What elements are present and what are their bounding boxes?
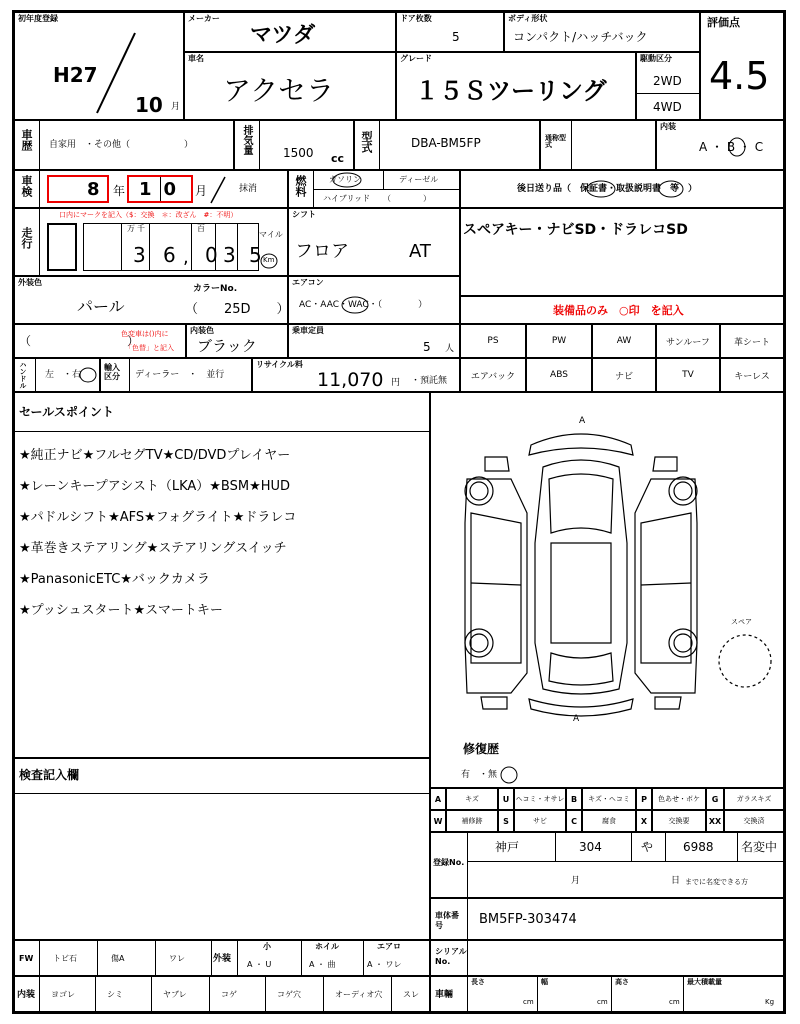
shift-type: AT [409,241,431,262]
aero-label: エアロ [377,942,401,951]
shift-value: フロア [295,241,349,262]
odometer-divider [149,223,150,271]
interior-item: オーディオ穴 [335,990,383,999]
small-value: A ・ U [247,960,272,969]
registration-label: 登録No. [433,858,465,867]
fuel-other: （ ） [383,194,431,203]
history-label: 車歴 [20,129,33,151]
displacement-value: 1500 [283,146,314,160]
interior-grade-options: A ・ B ・ C [699,140,764,154]
legend-cell: XX [706,810,724,832]
month-unit-2: 月 [195,184,208,198]
interior-row [14,976,430,1012]
sales-point-line: ★革巻きステアリング★ステアリングスイッチ [19,541,287,556]
import-value: ディーラー ・ 並行 [135,370,225,380]
ac-value: AC・AAC・WAC・（ ） [299,300,428,310]
equipment-cell: AW [592,324,656,358]
fw-label: FW [19,954,34,963]
ac-label: エアコン [292,278,324,287]
odometer-digit: 6 [163,243,176,267]
legend-cell: サビ [514,810,566,832]
body-cell [504,12,700,52]
km-label: Km [263,256,275,264]
body-label: ボディ形状 [508,14,548,23]
import-cell [100,358,252,392]
capacity-value: 5 [423,340,431,354]
legend-cell: C [566,810,582,832]
odometer-divider [121,223,122,271]
odometer-divider [215,223,216,271]
legend-cell: 交換要 [652,810,706,832]
divider [209,977,210,1011]
sales-point-line: ★レーンキープアシスト（LKA）★BSM★HUD [19,479,291,494]
fw-row [14,940,430,976]
legend-cell: A [430,788,446,810]
ext-label: 外装 [213,954,232,964]
displacement-label: 排気量 [241,125,252,155]
cancel-text: 抹消 [239,184,258,194]
odometer-divider [191,223,192,271]
recycle-value: 11,070 [317,369,384,391]
legend-cell: 補修跡 [446,810,498,832]
wheel-value: A ・ 曲 [309,960,336,969]
max-load-label: 最大積載量 [687,978,722,986]
capacity-label: 乗車定員 [292,326,324,335]
reg-number: 6988 [683,840,714,854]
first-reg-cell [14,12,184,120]
unit-hyaku: 百 [197,224,205,233]
divider [265,977,266,1011]
doors-value: 5 [452,30,460,44]
interior-item: スレ [403,990,419,999]
ext-color-value: パール [77,297,125,316]
registration-cell [430,832,784,898]
displacement-cell [234,120,354,170]
name-cell [184,52,396,120]
drive-4wd: 4WD [653,100,682,114]
score-label: 評価点 [707,16,740,29]
fw-item: トビ石 [53,954,77,963]
equipment-cell: サンルーフ [656,324,720,358]
common-model-cell [540,120,656,170]
legend-cell: ガラスキズ [724,788,784,810]
legend-cell: G [706,788,724,810]
color-change-note-1: 色変車は()内に [121,330,169,338]
color-change-note-2: 「色替」と記入 [125,344,174,352]
interior-item: コゲ [221,990,237,999]
reg-class: 304 [579,840,602,854]
legend-cell: U [498,788,514,810]
auction-sheet [12,10,786,1014]
legend-cell: ヘコミ・オサレ [514,788,566,810]
insp-month: 10 [139,179,189,200]
divider [97,941,98,975]
legend-cell: 交換済 [724,810,784,832]
score-cell [700,12,784,120]
fw-item: 傷A [111,954,125,963]
ext-color-cell [14,276,288,324]
equipment-cell: PS [460,324,526,358]
height-unit: cm [669,998,680,1006]
interior-grade-label: 内装 [660,122,676,131]
sales-point-line: ★PanasonicETC★バックカメラ [19,572,210,587]
equipment-cell: TV [656,358,720,392]
model-value: DBA-BM5FP [411,136,481,150]
options-value: スペアキー・ナビSD・ドラレコSD [463,222,688,238]
max-load-unit: Kg [765,998,775,1006]
handle-cell [14,358,100,392]
legend-cell: W [430,810,446,832]
inspection-label: 車検 [20,175,33,197]
vin-label: 車体番号 [435,911,459,930]
legend-cell: 腐食 [582,810,636,832]
divider [323,977,324,1011]
legend-cell: キズ [446,788,498,810]
fuel-gas: ガソリン [329,175,361,184]
equipment-cell: PW [526,324,592,358]
equipment-cell: エアバック [460,358,526,392]
common-model-label: 通称型式 [545,134,566,149]
recycle-label: リサイクル料 [256,360,303,369]
sales-points-area [14,392,430,758]
reg-deadline: までに名変できる方 [685,878,748,886]
width-unit: cm [597,998,608,1006]
grade-value: １５Ｓツーリング [415,77,607,105]
legend-cell: S [498,810,514,832]
front-marker: A [579,416,586,426]
small-label: 小 [263,942,271,951]
capacity-cell [288,324,460,358]
odometer-digit: 5 [249,243,262,267]
interior-label: 内装 [17,990,36,1000]
legend-cell: B [566,788,582,810]
color-change-paren: （ ） [19,334,140,348]
wheel-label: ホイル [315,942,339,951]
reg-kana: や [641,840,654,854]
inspection-notes-title: 検査記入欄 [19,768,80,782]
name-label: 車名 [188,54,204,63]
fuel-cell [288,170,460,208]
vin-value: BM5FP-303474 [479,912,577,927]
aero-value: A ・ ワレ [367,960,402,969]
sales-points-title: セールスポイント [19,405,114,419]
int-color-value: ブラック [197,337,257,355]
color-change-cell [14,324,186,358]
length-label: 長さ [471,978,485,986]
dimensions-cell [430,976,784,1012]
legend-cell: キズ・ヘコミ [582,788,636,810]
reg-day: 日 [671,876,681,886]
sales-point-line: ★純正ナビ★フルセグTV★CD/DVDプレイヤー [19,448,291,463]
docs-text: 後日送り品（ 保証書・取扱説明書 等 ） [517,184,698,194]
divider [391,977,392,1011]
mileage-note: 口内にマークを記入（$：交換 ＊：改ざん #：不明） [59,211,238,219]
maker-cell [184,12,396,52]
interior-grade-cell [656,120,784,170]
first-reg-year: H27 [53,63,98,87]
equipment-cell: ABS [526,358,592,392]
model-cell [354,120,540,170]
odometer-comma: , [183,247,189,268]
import-label: 輸入区分 [104,363,120,381]
int-color-label: 内装色 [190,326,214,335]
shift-label: シフト [292,210,316,219]
ext-color-label: 外装色 [18,278,42,287]
mile-label: マイル [259,230,283,239]
drive-label: 駆動区分 [640,54,672,63]
drive-2wd: 2WD [653,74,682,88]
sales-point-line: ★パドルシフト★AFS★フォグライト★ドラレコ [19,510,297,525]
interior-item: シミ [107,990,123,999]
odometer-divider [237,223,238,271]
equipment-cell: 革シート [720,324,784,358]
legend-cell: X [636,810,652,832]
color-no-label: カラーNo. [193,284,238,294]
model-label: 型式 [360,131,373,153]
height-label: 高さ [615,978,629,986]
yen-unit: 円 [391,378,401,388]
inspection-cell [14,170,288,208]
person-unit: 人 [445,344,455,354]
fw-item: ワレ [169,954,185,963]
unit-man: 万 [127,224,135,233]
history-cell [14,120,234,170]
grade-label: グレード [400,54,432,63]
length-unit: cm [523,998,534,1006]
serial-cell [430,940,784,976]
doors-cell [396,12,504,52]
handle-label: ハンドル [19,361,27,389]
odometer-digit: 3 [223,243,236,267]
score-value: 4.5 [709,54,770,98]
ac-cell [288,276,460,324]
maker-value: マツダ [250,23,316,48]
divider [155,941,156,975]
repair-history-value: 有 ・無 [461,770,498,780]
interior-item: ヤブレ [163,990,187,999]
equipment-cell: キーレス [720,358,784,392]
legend-cell: 色あせ・ボケ [652,788,706,810]
unit-sen: 千 [137,224,145,233]
equip-note: 装備品のみ ○印 を記入 [553,304,684,317]
equip-note-cell [460,296,784,324]
legend-cell: P [636,788,652,810]
month-unit: 月 [171,102,181,112]
divider [151,977,152,1011]
first-reg-month: 10 [135,93,163,117]
docs-cell [460,170,784,208]
car-diagram-area [430,392,784,788]
maker-label: メーカー [188,14,220,23]
mileage-label: 走行 [20,227,33,249]
recycle-cell [252,358,460,392]
reg-area: 神戸 [495,840,520,854]
cc-unit: cc [331,152,345,165]
reg-month: 月 [571,876,581,886]
repair-history-label: 修復歴 [463,742,500,756]
interior-item: ヨゴレ [51,990,75,999]
fuel-label: 燃料 [294,175,307,197]
odometer-digit: 3 [133,243,146,267]
equipment-cell: ナビ [592,358,656,392]
fuel-hybrid: ハイブリッド [323,194,371,203]
shift-cell [288,208,460,276]
odometer-digit: 0 [205,243,218,267]
interior-item: コゲ穴 [277,990,301,999]
options-cell [460,208,784,296]
int-color-cell [186,324,288,358]
sales-point-line: ★プッシュスタート★スマートキー [19,603,223,618]
dims-label: 車輛 [435,990,454,1000]
first-reg-label: 初年度登録 [18,14,58,23]
doors-label: ドア枚数 [400,14,432,23]
width-label: 幅 [541,978,548,986]
mileage-cell [14,208,288,276]
body-value: コンパクト/ハッチバック [513,30,648,44]
spare-label: スペア [731,618,752,626]
vin-cell [430,898,784,940]
insp-year: 8 [87,179,100,200]
history-value: 自家用 ・その他（ ） [49,140,194,150]
deposit-text: ・預託無 [411,376,448,386]
handle-value: 左 ・右 [45,370,82,380]
serial-label: シリアルNo. [435,947,467,966]
year-unit: 年 [113,184,126,198]
name-value: アクセラ [223,74,335,107]
rear-marker: A [573,714,580,724]
fuel-diesel: ディーゼル [399,175,439,184]
drive-cell [636,52,700,120]
divider [95,977,96,1011]
inspection-notes-area [14,758,430,940]
color-no-value: （ 25D ） [185,302,290,317]
grade-cell [396,52,636,120]
reg-change: 名変中 [741,840,778,854]
